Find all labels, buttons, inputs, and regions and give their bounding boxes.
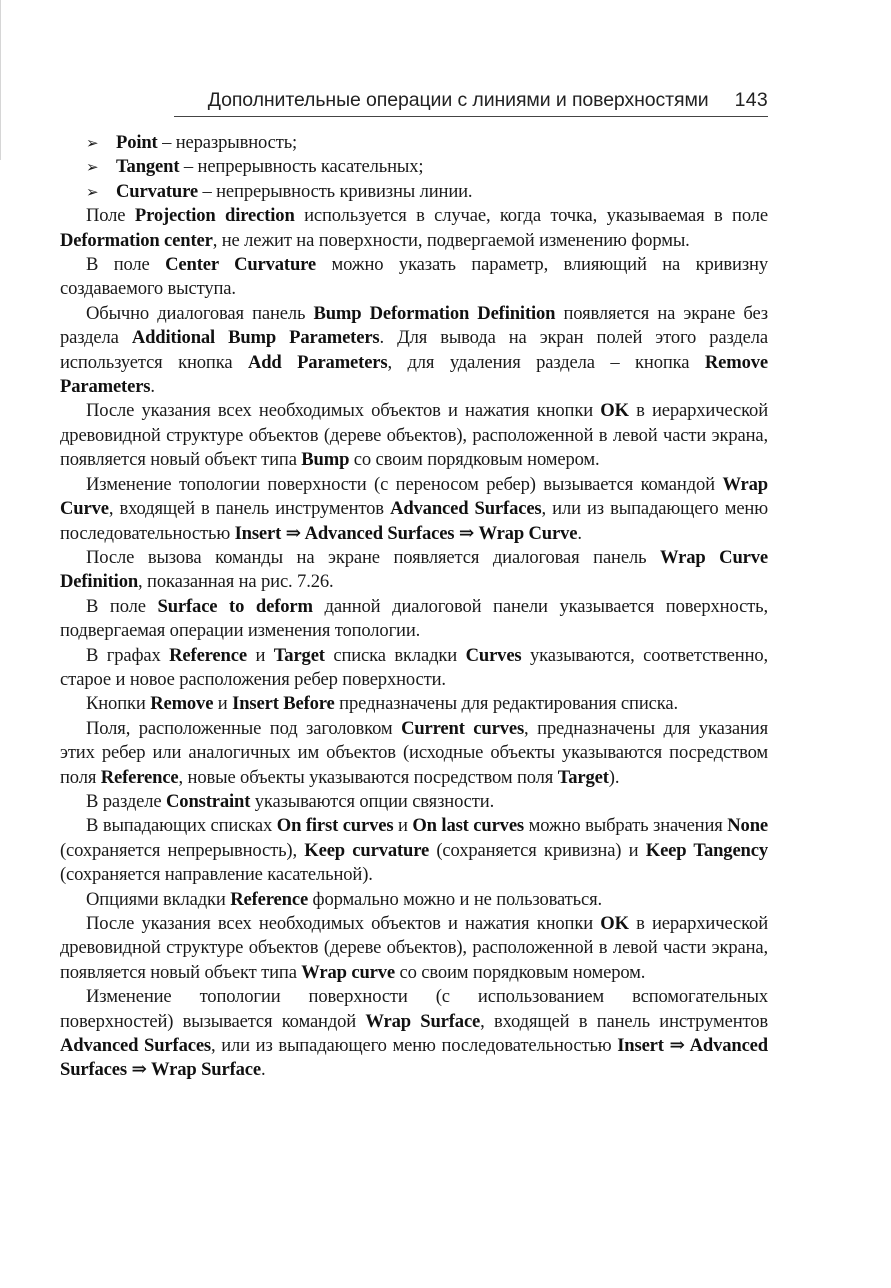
text-run: данной диалоговой панели указывается поверхность, подвергаемая операции изменения топологии. — [60, 595, 768, 642]
arrowhead-bullet-icon: ➢ — [86, 134, 99, 152]
text-run: , показанная на рис. 7.26. — [138, 571, 334, 593]
text-run: (сохраняется кривизна) и — [429, 839, 646, 861]
bold-term: None — [727, 815, 768, 837]
text-run: со своим порядковым номером. — [349, 449, 600, 471]
bullet-list — [60, 131, 768, 204]
text-run: После вызова команды на экране появляется диалоговая панель — [86, 546, 661, 568]
text-run: (сохраняется направление касательной). — [60, 864, 373, 886]
bold-term: Target — [273, 644, 325, 666]
bold-term: Wrap Curve — [60, 473, 768, 520]
bold-term: Deformation center — [60, 229, 213, 251]
bold-term: Constraint — [166, 790, 251, 812]
paragraph — [60, 253, 768, 302]
text-run: Изменение топологии поверхности (с использованием вспомогательных поверхностей) вызывается командой — [60, 986, 768, 1032]
text-run: указываются опции связности. — [250, 790, 495, 812]
bold-term: On first curves — [276, 815, 394, 837]
text-run: После указания всех необходимых объектов и нажатия кнопки — [86, 913, 601, 934]
bold-term: Target — [557, 766, 609, 788]
text-run: Поле — [86, 205, 135, 227]
bullet-item — [60, 131, 768, 155]
bold-term: Advanced Surfaces — [60, 1035, 212, 1057]
text-run: . — [577, 522, 582, 544]
page-body — [60, 131, 768, 1083]
paragraph — [60, 302, 768, 400]
bold-term: Keep curvature — [304, 839, 430, 861]
bold-term: Wrap Curve Definition — [60, 546, 768, 593]
paragraph — [60, 717, 768, 790]
text-run: , входящей в панель инструментов — [480, 1010, 768, 1032]
text-run: В выпадающих списках — [86, 815, 277, 837]
paragraph — [60, 888, 768, 912]
arrowhead-bullet-icon: ➢ — [86, 158, 99, 177]
text-run: , или из выпадающего меню последовательностью — [211, 1035, 618, 1057]
text-run: и — [393, 815, 413, 837]
running-header-title: Дополнительные операции с линиями и поверхностями — [207, 89, 709, 111]
paragraphs — [60, 204, 768, 1083]
text-run: можно указать параметр, влияющий на кривизну создаваемого выступа. — [60, 254, 768, 300]
bold-term: Insert ⇒ Advanced Surfaces ⇒ Wrap Curve — [234, 522, 578, 544]
text-run: формально можно и не пользоваться. — [308, 888, 602, 910]
text-run: можно выбрать значения — [524, 815, 728, 837]
paragraph — [60, 546, 768, 595]
text-run: (сохраняется непрерывность), — [60, 839, 305, 861]
bold-term: Wrap curve — [301, 961, 395, 983]
text-run: Поля, расположенные под заголовком — [86, 717, 402, 739]
bold-term: Point — [116, 132, 158, 153]
bold-term: Center Curvature — [165, 254, 317, 276]
bold-term: Curves — [465, 644, 522, 666]
text-run: предназначены для редактирования списка. — [334, 693, 678, 715]
paragraph — [60, 595, 768, 644]
bold-term: Wrap Surface — [365, 1010, 481, 1032]
bullet-item — [60, 155, 768, 179]
bold-term: Surface to deform — [157, 595, 313, 617]
bold-term: On last curves — [412, 815, 525, 837]
text-run: , не лежит на поверхности, подвергаемой изменению формы. — [212, 229, 690, 251]
text-run: В поле — [86, 595, 158, 617]
text-run: . — [150, 376, 155, 398]
arrowhead-bullet-icon: ➢ — [86, 182, 99, 201]
text-run: После указания всех необходимых объектов и нажатия кнопки — [86, 400, 601, 422]
bold-term: Reference — [100, 766, 179, 788]
paragraph — [60, 790, 768, 814]
bold-term: Remove Parameters — [60, 351, 768, 398]
bold-term: Reference — [230, 888, 309, 910]
bullet-item — [60, 180, 768, 204]
text-run: , или из выпадающего меню последовательностью — [60, 498, 768, 544]
text-run: – неразрывность; — [157, 132, 298, 153]
paragraph — [60, 692, 768, 716]
text-run: в иерархической древовидной структуре объектов (дереве объектов), расположенной в левой части экрана, появляется новый объект типа — [60, 400, 768, 471]
scan-page-edge — [0, 0, 13, 160]
text-run: со своим порядковым номером. — [395, 961, 646, 983]
bold-term: Curvature — [116, 180, 198, 202]
bold-term: Tangent — [116, 156, 180, 178]
text-run: Опциями вкладки — [86, 888, 231, 910]
text-run: Обычно диалоговая панель — [86, 302, 314, 324]
text-run: , входящей в панель инструментов — [108, 498, 391, 520]
text-run: , предназначены для указания этих ребер или аналогичных им объектов (исходные объекты указываются посредством поля — [60, 717, 769, 788]
text-run: В поле — [86, 254, 166, 276]
bold-term: Add Parameters — [247, 351, 388, 373]
text-run: списка вкладки — [324, 644, 466, 666]
text-run: в иерархической древовидной структуре объектов (дереве объектов), расположенной в левой части экрана, появляется новый объект типа — [60, 913, 768, 983]
text-run: В разделе — [86, 790, 167, 812]
bold-term: Bump — [301, 449, 350, 471]
bold-term: Projection direction — [134, 205, 295, 227]
paragraph — [60, 204, 768, 253]
text-run: , новые объекты указываются посредством поля — [178, 766, 558, 788]
text-run: появляется на экране без раздела — [60, 302, 768, 349]
text-run: . Для вывода на экран полей этого раздела используется кнопка — [60, 327, 768, 373]
text-run: указываются, соответственно, старое и новое расположения ребер поверхности. — [60, 644, 769, 690]
text-run: В графах — [86, 644, 170, 666]
text-run: и — [213, 693, 233, 715]
bold-term: Insert Before — [232, 693, 335, 715]
header-rule — [174, 116, 768, 117]
bold-term: Insert ⇒ Advanced Surfaces ⇒ Wrap Surface — [60, 1035, 768, 1081]
bold-term: Bump Deformation Definition — [313, 302, 556, 324]
bold-term: Current curves — [401, 717, 525, 739]
text-run: и — [246, 644, 274, 666]
text-run: Изменение топологии поверхности (с переносом ребер) вызывается командой — [86, 473, 723, 495]
text-run: Кнопки — [86, 693, 151, 715]
bold-term: OK — [600, 913, 629, 934]
paragraph — [60, 399, 768, 472]
paragraph — [60, 985, 768, 1083]
bold-term: OK — [600, 400, 629, 422]
bold-term: Reference — [169, 644, 247, 666]
bold-term: Remove — [150, 693, 214, 715]
text-run: , для удаления раздела – кнопка — [387, 351, 705, 373]
running-header — [60, 82, 768, 112]
text-run: . — [260, 1059, 266, 1081]
text-run: используется в случае, когда точка, указываемая в поле — [294, 205, 768, 227]
bold-term: Keep Tangency — [645, 839, 768, 861]
paragraph — [60, 644, 768, 693]
page-number: 143 — [734, 89, 768, 111]
text-run: ). — [608, 766, 620, 788]
bold-term: Additional Bump Parameters — [131, 327, 380, 349]
text-run: – непрерывность кривизны линии. — [197, 180, 473, 202]
paragraph — [60, 814, 768, 887]
paragraph — [60, 912, 768, 985]
bold-term: Advanced Surfaces — [390, 498, 542, 520]
paragraph — [60, 473, 768, 546]
text-run: – непрерывность касательных; — [179, 156, 424, 178]
